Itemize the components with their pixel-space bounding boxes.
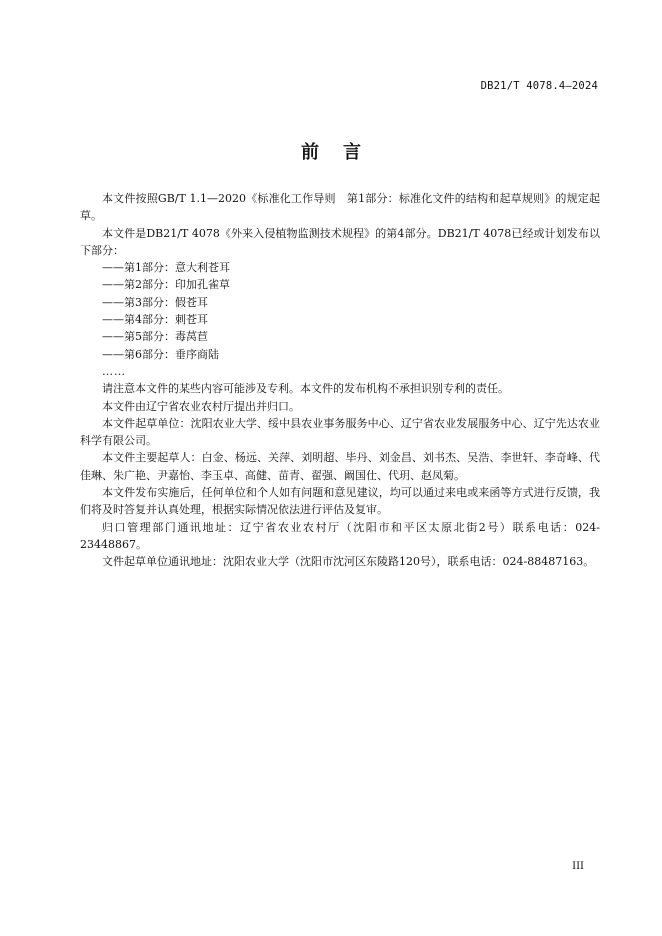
part-item-2: ——第2部分：印加孔雀草 — [102, 278, 230, 292]
authority-address: 归口管理部门通讯地址：辽宁省农业农村厅（沈阳市和平区太原北街2号）联系电话：024-23448867。 — [80, 520, 600, 551]
intro-paragraph-2: 本文件是DB21/T 4078《外来入侵植物监测技术规程》的第4部分。DB21/T 4078已经或计划发布以下部分： — [80, 226, 600, 257]
page-number: III — [572, 861, 584, 872]
part-item-3: ——第3部分：假苍耳 — [102, 295, 208, 309]
proposer-statement: 本文件由辽宁省农业农村厅提出并归口。 — [102, 399, 300, 413]
patent-notice: 请注意本文件的某些内容可能涉及专利。本文件的发布机构不承担识别专利的责任。 — [102, 382, 509, 396]
feedback-statement: 本文件发布实施后，任何单位和个人如有问题和意见建议，均可以通过来电或来函等方式进行反馈，我们将及时答复并认真处理，根据实际情况依法进行评估及复审。 — [80, 486, 600, 517]
drafter-address: 文件起草单位通讯地址：沈阳农业大学（沈阳市沈河区东陵路120号），联系电话：024-88487163。 — [102, 555, 595, 569]
document-code: DB21/T 4078.4—2024 — [480, 80, 598, 92]
parts-ellipsis: …… — [102, 364, 126, 378]
page-title: 前言 — [301, 142, 385, 163]
main-drafters: 本文件主要起草人：白金、杨远、关萍、刘明超、毕丹、刘金昌、刘书杰、吴浩、李世轩、李奇峰、代佳琳、朱广艳、尹嘉怡、李玉卓、高健、苗青、翟强、阚国仕、代玥、赵凤菊。 — [80, 451, 600, 482]
drafting-units: 本文件起草单位：沈阳农业大学、绥中县农业事务服务中心、辽宁省农业发展服务中心、辽宁先达农业科学有限公司。 — [80, 416, 600, 448]
part-item-1: ——第1部分：意大利苍耳 — [102, 261, 230, 275]
part-item-4: ——第4部分：刺苍耳 — [102, 313, 208, 327]
part-item-6: ——第6部分：垂序商陆 — [102, 347, 219, 361]
document-body — [80, 190, 600, 571]
part-item-5: ——第5部分：毒莴苣 — [102, 330, 208, 344]
intro-paragraph-1: 本文件按照GB/T 1.1—2020《标准化工作导则 第1部分：标准化文件的结构和起草规则》的规定起草。 — [80, 192, 600, 223]
